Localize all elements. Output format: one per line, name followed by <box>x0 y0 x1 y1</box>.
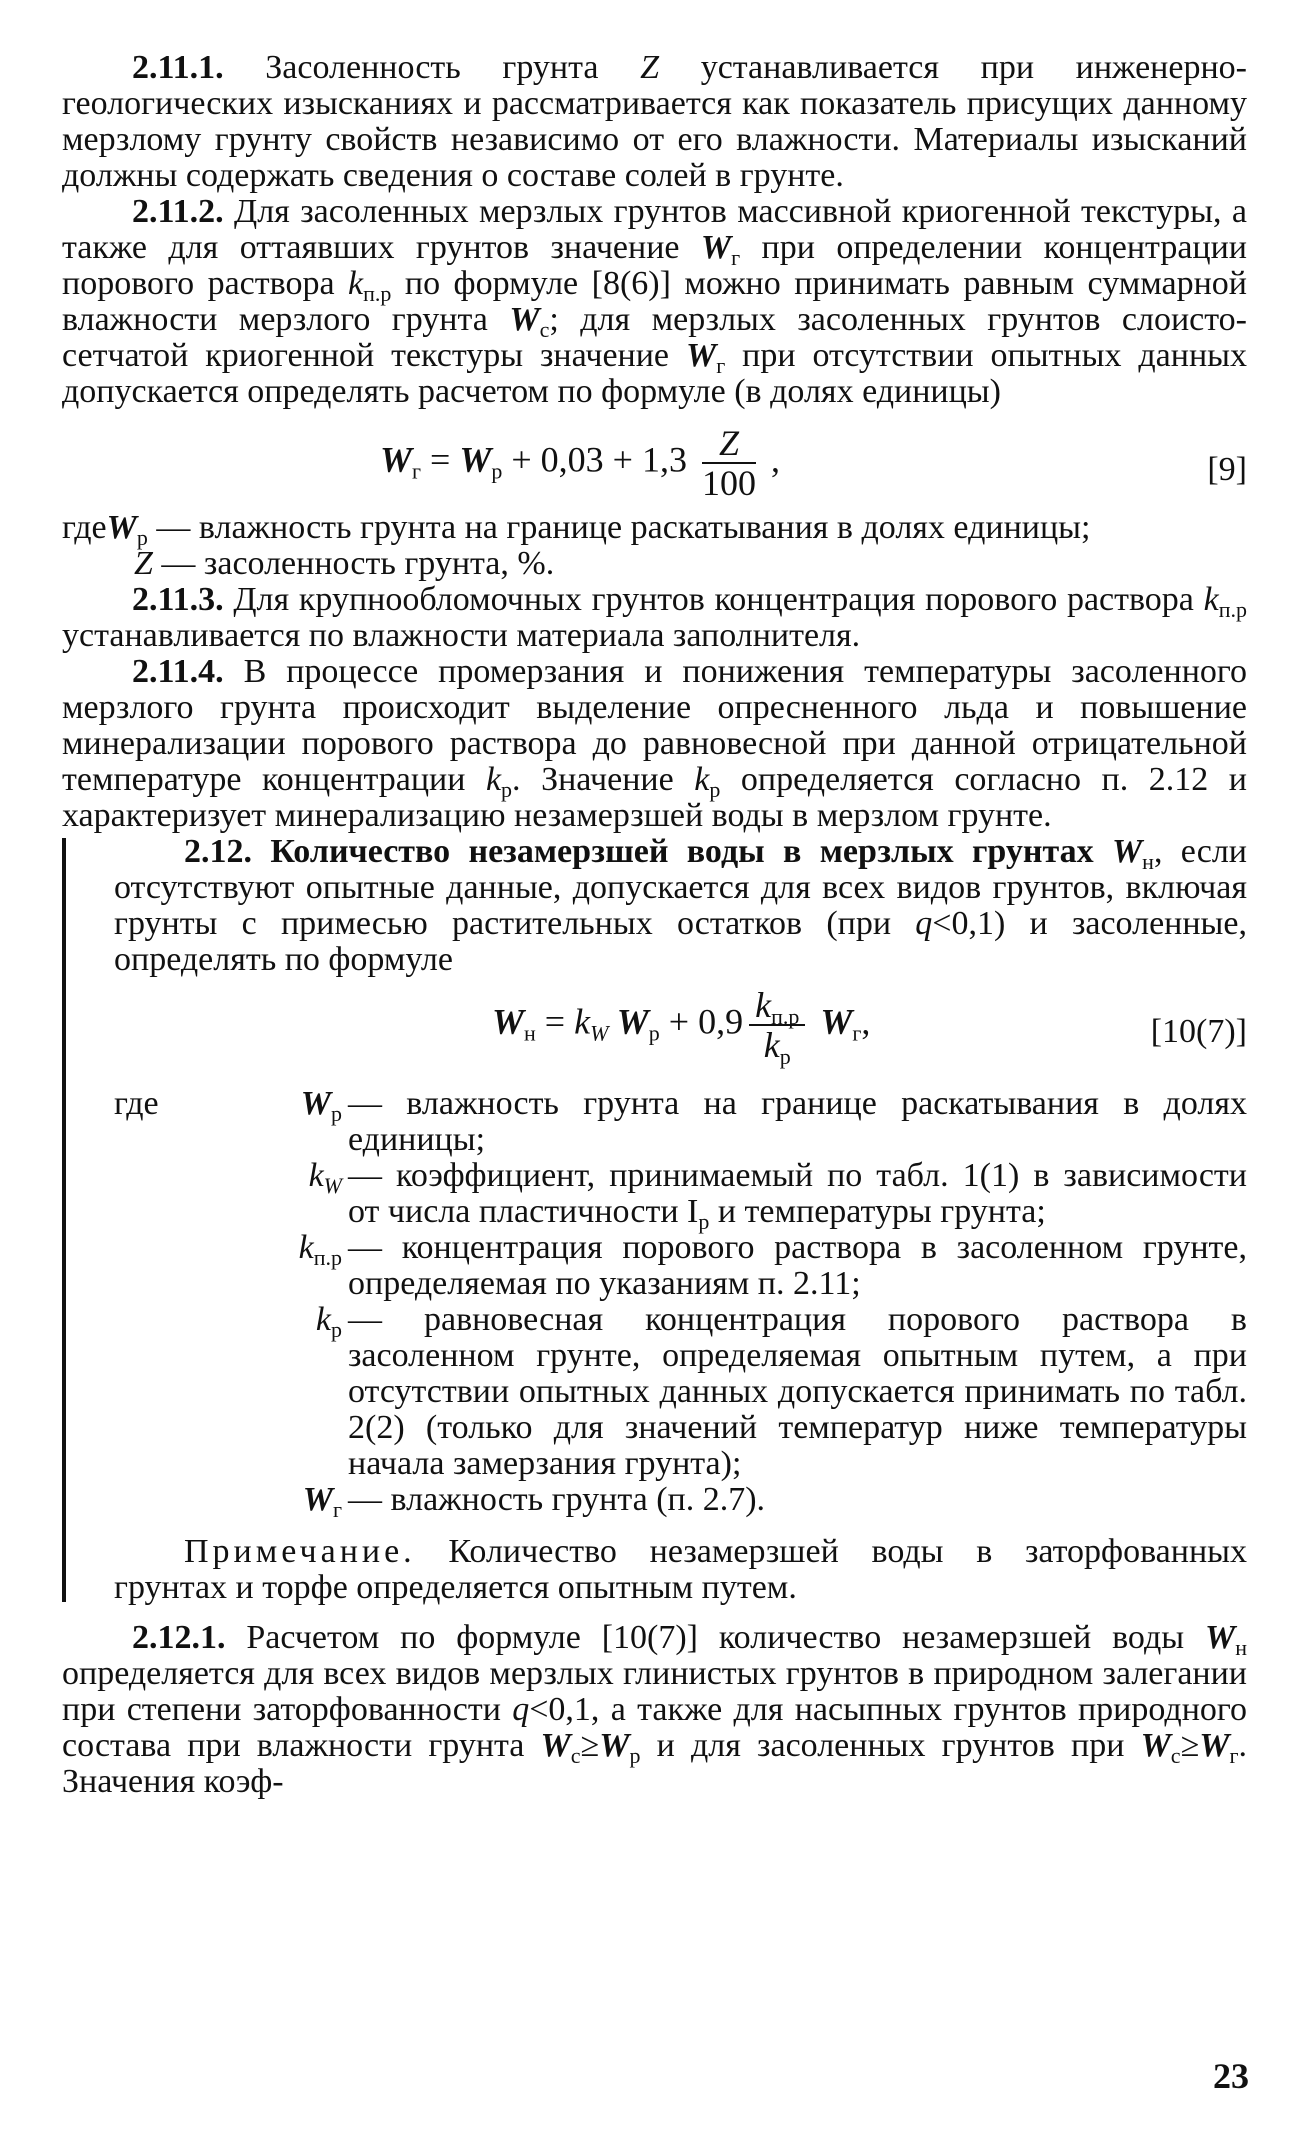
text: определяется для всех видов мерзлых глинистых грунтов в природном залегании при степени заторфованности <box>62 1655 1247 1728</box>
definition-symbol <box>114 1158 348 1230</box>
symbol-w: W <box>1140 1727 1171 1764</box>
subscript: W <box>323 1173 342 1198</box>
definition-text: — влажность грунта на границе раскатывания в долях единицы; <box>147 509 1091 546</box>
section-number: 2.11.2. <box>132 193 224 230</box>
symbol-k: k <box>315 1301 331 1338</box>
change-bar <box>62 838 66 1602</box>
text: Засоленность грунта <box>223 49 641 86</box>
note <box>114 1534 1247 1606</box>
symbol-q: q <box>915 905 933 942</box>
page-number: 23 <box>1213 2056 1249 2096</box>
definition-text: — влажность грунта на границе раскатывания в долях единицы; <box>348 1085 1247 1158</box>
formula-9-expression <box>380 424 780 502</box>
symbol-k: k <box>308 1157 324 1194</box>
definition-text: — концентрация порового раствора в засоленном грунте, определяемая по указаниям п. 2.11; <box>348 1229 1247 1302</box>
subscript: н <box>1235 1635 1247 1660</box>
symbol-k: k <box>485 761 502 798</box>
symbol-k: k <box>1203 581 1219 618</box>
paragraph-2-12 <box>114 834 1247 978</box>
text: Расчетом по формуле [10(7)] количество незамерзшей воды <box>225 1619 1205 1656</box>
equals-sign: = <box>421 439 460 480</box>
subscript: г <box>731 245 741 270</box>
paragraph-2-11-1 <box>62 50 1247 194</box>
text: определяется согласно п. 2.12 и характеризует минерализацию незамерзшей воды в мерзлом грунте. <box>62 761 1247 834</box>
formula-number: [10(7)] <box>1150 1013 1247 1050</box>
section-title: Количество незамерзшей воды в мерзлых грунтах <box>252 833 1112 870</box>
text: . Значения коэф- <box>62 1727 1247 1800</box>
fraction <box>749 985 805 1069</box>
operator: ≥ <box>1180 1727 1200 1764</box>
text: , если отсутствуют опытные данные, допускается для всех видов грунтов, включая грунты с примесью растительных остатков (при <box>114 833 1247 942</box>
symbol-w: W <box>492 1001 525 1042</box>
subscript: п.р <box>313 1245 342 1270</box>
subscript: с <box>1170 1743 1181 1768</box>
where-block-10 <box>114 1085 1247 1522</box>
subscript: р <box>491 458 503 484</box>
text: при отсутствии опытных данных допускается определять расчетом по формуле (в долях единицы) <box>62 337 1247 410</box>
subscript: н <box>1142 849 1154 874</box>
text: и температуры грунта; <box>709 1193 1046 1230</box>
text: <0,1, а также для насыпных грунтов природного состава при влажности грунта <box>62 1691 1247 1764</box>
subscript: г <box>716 353 726 378</box>
definition-symbol <box>114 1302 348 1482</box>
section-number: 2.12. <box>184 833 252 870</box>
note-text: Количество незамерзшей воды в заторфованных грунтах и торфе определяется опытным путем. <box>114 1533 1247 1606</box>
formula-10-expression <box>492 985 871 1069</box>
subscript: р <box>501 777 513 802</box>
symbol-w: W <box>599 1727 630 1764</box>
changed-section-2-12 <box>62 834 1247 1606</box>
section-number: 2.11.4. <box>132 653 224 690</box>
definition-row <box>114 1086 1247 1158</box>
document-page <box>62 50 1247 1800</box>
operator: ≥ <box>580 1727 600 1764</box>
text: ; для мерзлых засоленных грунтов слоисто-сетчатой криогенной текстуры значение <box>62 301 1247 374</box>
subscript: г <box>412 458 422 484</box>
definition-row <box>114 1157 1247 1234</box>
subscript: г <box>332 1497 342 1522</box>
subscript: г <box>852 1020 862 1046</box>
subscript: п.р <box>771 1004 800 1029</box>
definition-row <box>114 1302 1247 1482</box>
subscript: г <box>1229 1743 1239 1768</box>
equals-sign: = <box>535 1001 575 1042</box>
text: — коэффициент, принимаемый по табл. 1(1) в зависимости от числа пластичности I <box>348 1157 1247 1230</box>
definition-symbol <box>114 1230 348 1302</box>
where-label: где <box>62 509 107 546</box>
formula-9 <box>62 410 1247 510</box>
symbol-k: k <box>755 985 772 1025</box>
definition-text: — равновесная концентрация порового раствора в засоленном грунте, определяемая опытным путем, а при отсутствии опытных данных допускается принимать по табл. 2(2) (только для значений температур ниже температуры начала замерзания грунта); <box>348 1301 1247 1482</box>
where-block-9 <box>62 509 1247 550</box>
subscript: р <box>331 1101 342 1126</box>
subscript: р <box>136 525 148 550</box>
formula-tail: , <box>861 1001 871 1042</box>
paragraph-2-11-4 <box>62 654 1247 834</box>
section-number: 2.11.3. <box>132 581 224 618</box>
formula-number: [9] <box>1207 451 1247 488</box>
symbol-w: W <box>380 439 413 480</box>
paragraph-2-11-3 <box>62 582 1247 654</box>
symbol-w: W <box>1111 833 1143 870</box>
subscript: с <box>539 317 550 342</box>
symbol-w: W <box>700 229 732 266</box>
symbol-z: Z <box>134 545 153 582</box>
definition-row <box>114 1230 1247 1302</box>
symbol-k: k <box>574 1001 591 1042</box>
symbol-q: q <box>512 1691 530 1728</box>
symbol-w: W <box>509 301 540 338</box>
section-number: 2.12.1. <box>132 1619 226 1656</box>
subscript: р <box>779 1044 791 1069</box>
text: Для засоленных мерзлых грунтов массивной криогенной текстуры, а также для оттаявших грунтов значение <box>62 193 1247 266</box>
paragraph-2-11-2 <box>62 194 1247 410</box>
symbol-w: W <box>540 1727 571 1764</box>
subscript: п.р <box>363 281 392 306</box>
symbol-k: k <box>298 1229 314 1266</box>
symbol-w: W <box>1199 1727 1230 1764</box>
where-label: где <box>114 1085 159 1122</box>
symbol-w: W <box>811 1001 853 1042</box>
text: В процессе промерзания и понижения температуры засоленного мерзлого грунта происходит выделение опресненного льда и повышение минерализации порового раствора до равновесной при данной отрицательной температуре концентрации <box>62 653 1247 798</box>
subscript: р <box>629 1743 641 1768</box>
paragraph-2-12-1 <box>62 1620 1247 1800</box>
text: устанавливается при инженерно-геологических изысканиях и рассматривается как показатель присущих данному мерзлому грунту свойств независимо от его влажности. Материалы изысканий должны содержать сведения о составе солей в грунте. <box>62 49 1247 194</box>
where-9-z <box>62 546 1247 582</box>
text: <0,1) и засоленные, определять по формуле <box>114 905 1247 978</box>
fraction-denominator <box>749 1025 805 1069</box>
formula-tail: , <box>761 439 780 480</box>
definition-text <box>348 1157 1247 1234</box>
symbol-z: Z <box>640 49 660 86</box>
symbol-w: W <box>608 1001 649 1042</box>
fraction-numerator <box>749 985 805 1029</box>
text: при определении концентрации порового раствора <box>62 229 1247 302</box>
formula-10 <box>114 978 1247 1086</box>
definition-text: — влажность грунта (п. 2.7). <box>348 1481 766 1518</box>
fraction-denominator: 100 <box>701 463 756 503</box>
fraction <box>702 424 756 502</box>
subscript: п.р <box>1218 597 1247 622</box>
note-label: Примечание. <box>184 1533 416 1570</box>
section-number: 2.11.1. <box>132 49 224 86</box>
definition-row <box>114 1481 1247 1522</box>
subscript: р <box>698 1209 710 1234</box>
fraction-numerator: Z <box>702 424 756 464</box>
formula-terms: + 0,9 <box>659 1001 744 1042</box>
symbol-w: W <box>300 1085 331 1122</box>
subscript: с <box>570 1743 581 1768</box>
symbol-k: k <box>348 265 364 302</box>
subscript: р <box>709 777 721 802</box>
text: . Значение <box>512 761 695 798</box>
symbol-w: W <box>685 337 717 374</box>
subscript: W <box>590 1020 609 1046</box>
text: устанавливается по влажности материала заполнителя. <box>62 617 861 654</box>
symbol-k: k <box>694 761 710 798</box>
definition-symbol <box>114 1481 348 1522</box>
symbol-w: W <box>1204 1619 1236 1656</box>
text: и для засоленных грунтов при <box>640 1727 1141 1764</box>
formula-terms: + 0,03 + 1,3 <box>502 439 696 480</box>
text: по формуле [8(6)] можно принимать равным суммарной влажности мерзлого грунта <box>62 265 1247 338</box>
subscript: р <box>331 1317 342 1342</box>
subscript: н <box>524 1020 536 1046</box>
symbol-k: k <box>763 1025 780 1065</box>
symbol-w: W <box>106 509 137 546</box>
definition-text: — засоленность грунта, %. <box>152 545 555 582</box>
text: Для крупнообломочных грунтов концентрация порового раствора <box>223 581 1204 618</box>
subscript: р <box>648 1020 660 1046</box>
symbol-w: W <box>459 439 492 480</box>
symbol-w: W <box>302 1481 333 1518</box>
